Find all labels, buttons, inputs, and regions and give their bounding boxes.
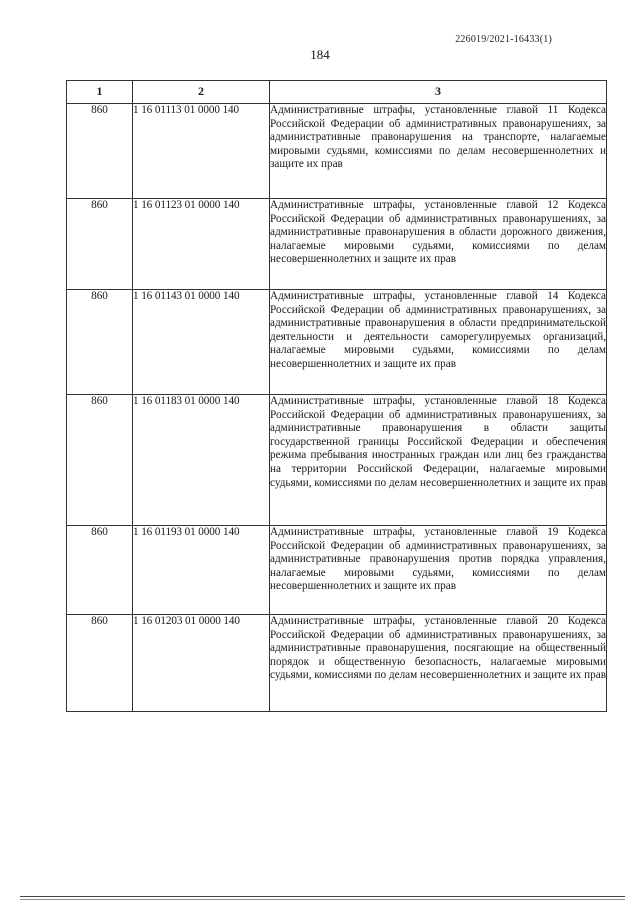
admin-code-cell: 860 (67, 199, 133, 290)
table-row (67, 615, 607, 712)
admin-code-cell: 860 (67, 395, 133, 526)
scan-edge-line (20, 899, 625, 900)
table-row (67, 395, 607, 526)
column-header-2: 2 (133, 81, 270, 104)
table-row (67, 290, 607, 395)
kbk-code-cell: 1 16 01183 01 0000 140 (133, 395, 270, 526)
column-header-3: 3 (270, 81, 607, 104)
table-row (67, 526, 607, 615)
document-id: 226019/2021-16433(1) (455, 34, 552, 45)
table-header-row (67, 81, 607, 104)
description-cell: Административные штрафы, установленные главой 12 Кодекса Российской Федерации об административных правонарушениях, за административные правонарушения в области дорожного движения, налагаемые мировыми судьями, комиссиями по делам несовершеннолетних и защите их прав (270, 199, 607, 290)
description-cell: Административные штрафы, установленные главой 20 Кодекса Российской Федерации об административных правонарушениях, за административные правонарушения, посягающие на общественный порядок и общественную безопасность, налагаемые мировыми судьями, комиссиями по делам несовершеннолетних и защите их прав (270, 615, 607, 712)
table-row (67, 199, 607, 290)
description-cell: Административные штрафы, установленные главой 11 Кодекса Российской Федерации об административных правонарушениях, за административные правонарушения на транспорте, налагаемые мировыми судьями, комиссиями по делам несовершеннолетних и защите их прав (270, 104, 607, 199)
page-number: 184 (310, 47, 330, 62)
table-row (67, 104, 607, 199)
revenue-codes-table (66, 80, 607, 712)
description-cell: Административные штрафы, установленные главой 18 Кодекса Российской Федерации об административных правонарушениях, за административные правонарушения в области защиты государственной границы Российской Федерации и обеспечения режима пребывания иностранных граждан или лиц без гражданства на территории Российской Федерации, налагаемые мировыми судьями, комиссиями по делам несовершеннолетних и защите их прав (270, 395, 607, 526)
scan-edge-line (20, 896, 625, 897)
admin-code-cell: 860 (67, 615, 133, 712)
kbk-code-cell: 1 16 01143 01 0000 140 (133, 290, 270, 395)
admin-code-cell: 860 (67, 290, 133, 395)
description-cell: Административные штрафы, установленные главой 14 Кодекса Российской Федерации об административных правонарушениях, за административные правонарушения в области предпринимательской деятельности и деятельности саморегулируемых организаций, налагаемые мировыми судьями, комиссиями по делам несовершеннолетних и защите их прав (270, 290, 607, 395)
kbk-code-cell: 1 16 01113 01 0000 140 (133, 104, 270, 199)
description-cell: Административные штрафы, установленные главой 19 Кодекса Российской Федерации об административных правонарушениях, за административные правонарушения против порядка управления, налагаемые мировыми судьями, комиссиями по делам несовершеннолетних и защите их прав (270, 526, 607, 615)
column-header-1: 1 (67, 81, 133, 104)
kbk-code-cell: 1 16 01203 01 0000 140 (133, 615, 270, 712)
admin-code-cell: 860 (67, 526, 133, 615)
kbk-code-cell: 1 16 01123 01 0000 140 (133, 199, 270, 290)
admin-code-cell: 860 (67, 104, 133, 199)
kbk-code-cell: 1 16 01193 01 0000 140 (133, 526, 270, 615)
